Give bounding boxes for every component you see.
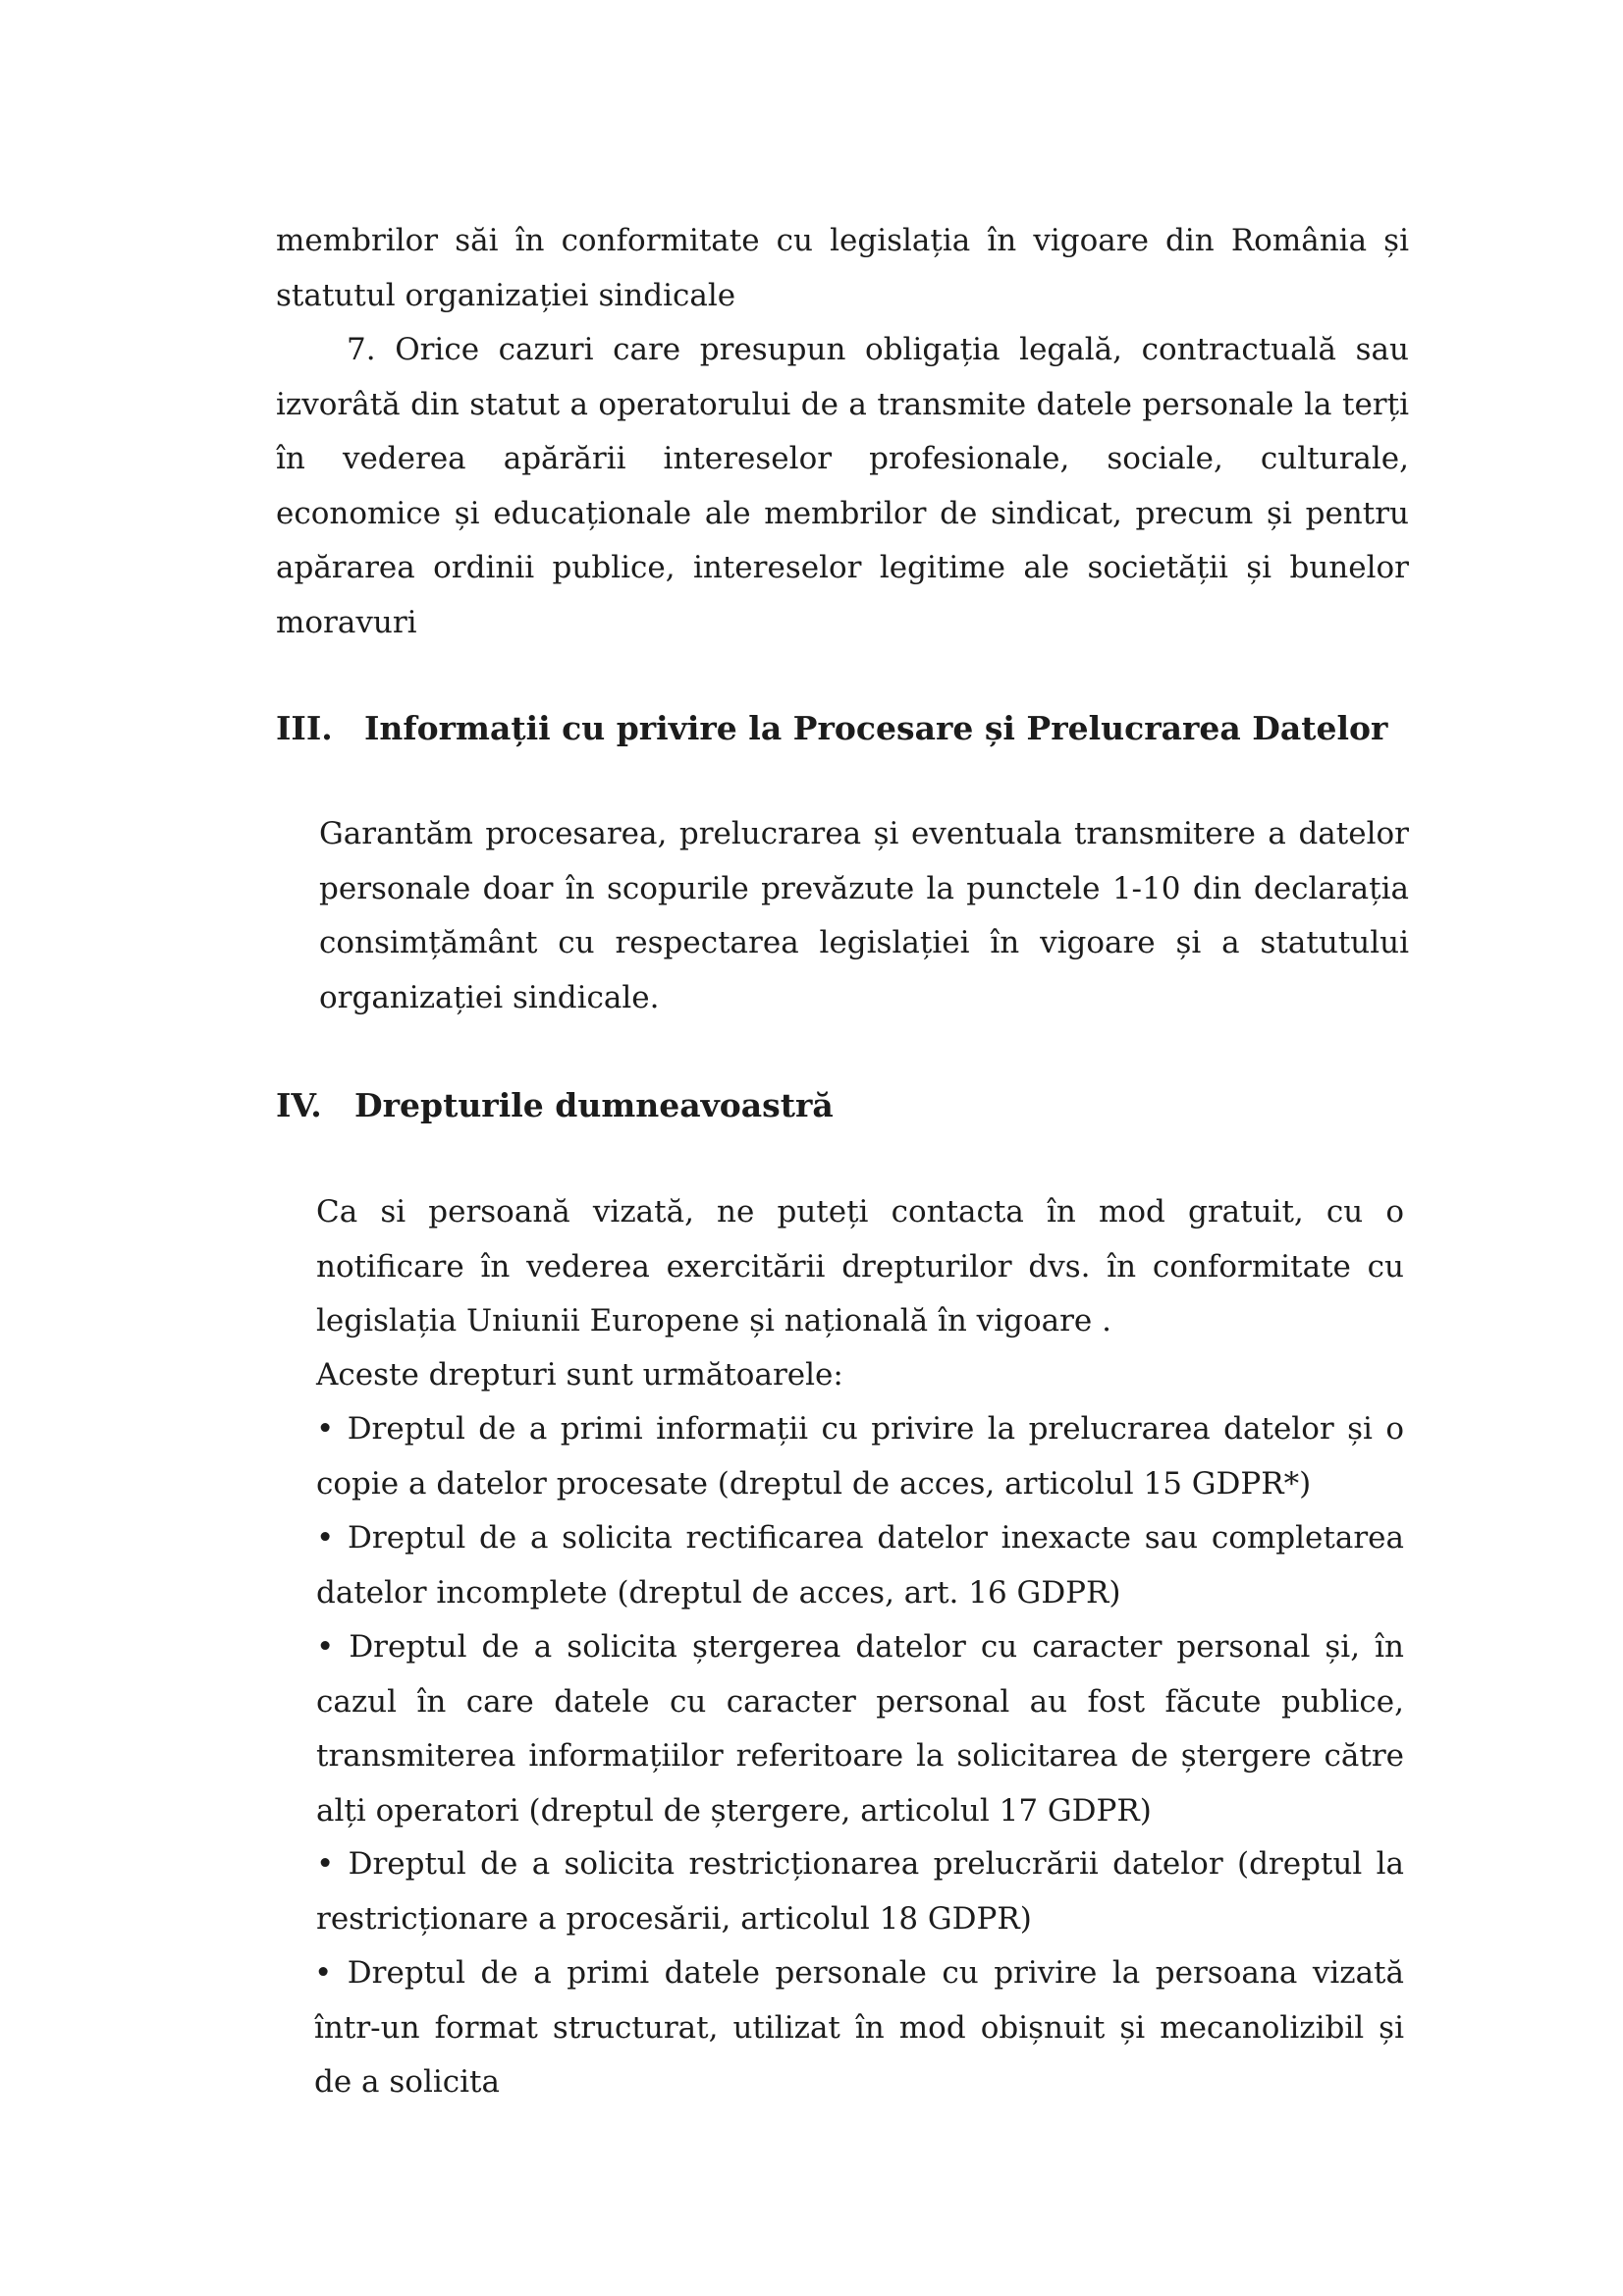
continuation-paragraph: membrilor săi în conformitate cu legislația în vigoare din România și statutul organizației sindicale: [276, 223, 1409, 313]
section-3-heading: [276, 709, 1388, 748]
right-item-erasure: • Dreptul de a solicita ștergerea datelor cu caracter personal și, în cazul în care datele cu caracter personal au fost făcute publice, transmiterea informațiilor referitoare la solicitarea de ștergere către alți operatori (dreptul de ștergere, articolul 17 GDPR): [316, 1629, 1404, 1829]
right-item-portability: • Dreptul de a primi datele personale cu privire la persoana vizată într-un format structurat, utilizat în mod obișnuit și mecanolizibil și de a solicita: [314, 1955, 1404, 2100]
section-4-intro: Ca si persoană vizată, ne puteți contacta în mod gratuit, cu o notificare în vederea exercitării drepturilor dvs. în conformitate cu legislația Uniunii Europene și națională în vigoare .: [316, 1194, 1404, 1339]
section-3-number: III.: [276, 709, 333, 747]
right-item-access: • Dreptul de a primi informații cu privire la prelucrarea datelor și o copie a datelor procesate (dreptul de acces, articolul 15 GDPR*): [316, 1411, 1404, 1502]
rights-list-intro: Aceste drepturi sunt următoarele:: [316, 1357, 843, 1393]
right-item-rectification: • Dreptul de a solicita rectificarea datelor inexacte sau completarea datelor incomplete (dreptul de acces, art. 16 GDPR): [316, 1520, 1404, 1611]
section-4-title: Drepturile dumneavoastră: [354, 1086, 834, 1124]
section-3-title: Informații cu privire la Procesare și Prelucrarea Datelor: [364, 709, 1388, 747]
section-3-body: Garantăm procesarea, prelucrarea și eventuala transmitere a datelor personale doar în scopurile prevăzute la punctele 1-10 din declarația consimțământ cu respectarea legislației în vigoare și a statutului organizației sindicale.: [319, 816, 1409, 1015]
right-item-restriction: • Dreptul de a solicita restricționarea prelucrării datelor (dreptul la restricționare a procesării, articolul 18 GDPR): [316, 1846, 1404, 1937]
item-7-paragraph: 7. Orice cazuri care presupun obligația legală, contractuală sau izvorâtă din statut a operatorului de a transmite datele personale la terți în vederea apărării intereselor profesionale, sociale, culturale, economice și educaționale ale membrilor de sindicat, precum și pentru apărarea ordinii publice, intereselor legitime ale societății și bunelor moravuri: [276, 332, 1409, 640]
section-4-number: IV.: [276, 1086, 322, 1124]
section-4-heading: [276, 1086, 1160, 1125]
